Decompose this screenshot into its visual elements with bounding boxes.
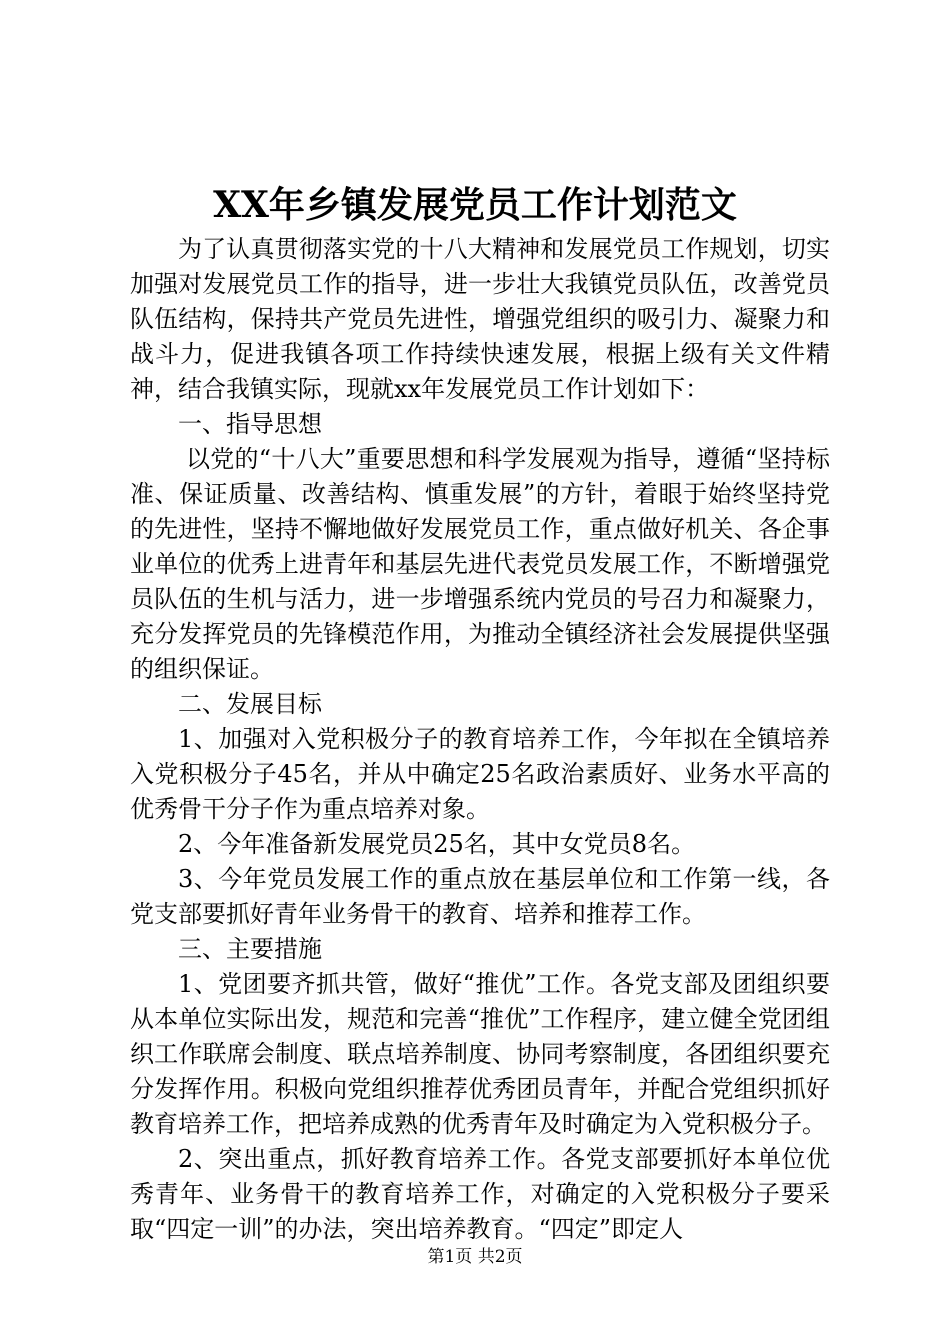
document-body [130, 232, 830, 1247]
section-heading-main-measures: 三、主要措施 [178, 935, 322, 963]
section-heading-development-goals: 二、发展目标 [178, 690, 322, 718]
goal-item-2: 2、今年准备新发展党员25名，其中女党员8名。 [178, 830, 696, 858]
document-title: XX年乡镇发展党员工作计划范文 [213, 184, 737, 226]
guiding-ideology-paragraph: 以党的“十八大”重要思想和科学发展观为指导，遵循“坚持标准、保证质量、改善结构、慎重发展”的方针，着眼于始终坚持党的先进性，坚持不懈地做好发展党员工作，重点做好机关、各企事业单位的优秀上进青年和基层先进代表党员发展工作，不断增强党员队伍的生机与活力，进一步增强系统内党员的号召力和凝聚力，充分发挥党员的先锋模范作用，为推动全镇经济社会发展提供坚强的组织保证。 [130, 445, 830, 683]
measure-item-2: 2、突出重点，抓好教育培养工作。各党支部要抓好本单位优秀青年、业务骨干的教育培养工作，对确定的入党积极分子要采取“四定一训”的办法，突出培养教育。“四定”即定人 [130, 1145, 830, 1243]
goal-item-1: 1、加强对入党积极分子的教育培养工作，今年拟在全镇培养入党积极分子45名，并从中确定25名政治素质好、业务水平高的优秀骨干分子作为重点培养对象。 [130, 725, 830, 823]
section-heading-guiding-ideology: 一、指导思想 [178, 410, 322, 438]
goal-item-3: 3、今年党员发展工作的重点放在基层单位和工作第一线，各党支部要抓好青年业务骨干的教育、培养和推荐工作。 [130, 865, 830, 928]
intro-paragraph: 为了认真贯彻落实党的十八大精神和发展党员工作规划，切实加强对发展党员工作的指导，进一步壮大我镇党员队伍，改善党员队伍结构，保持共产党员先进性，增强党组织的吸引力、凝聚力和战斗力，促进我镇各项工作持续快速发展，根据上级有关文件精神，结合我镇实际，现就xx年发展党员工作计划如下： [130, 235, 830, 403]
measure-item-1: 1、党团要齐抓共管，做好“推优”工作。各党支部及团组织要从本单位实际出发，规范和完善“推优”工作程序，建立健全党团组织工作联席会制度、联点培养制度、协同考察制度，各团组织要充分发挥作用。积极向党组织推荐优秀团员青年，并配合党组织抓好教育培养工作，把培养成熟的优秀青年及时确定为入党积极分子。 [130, 970, 830, 1138]
page-footer: 第1页 共2页 [427, 1247, 523, 1267]
